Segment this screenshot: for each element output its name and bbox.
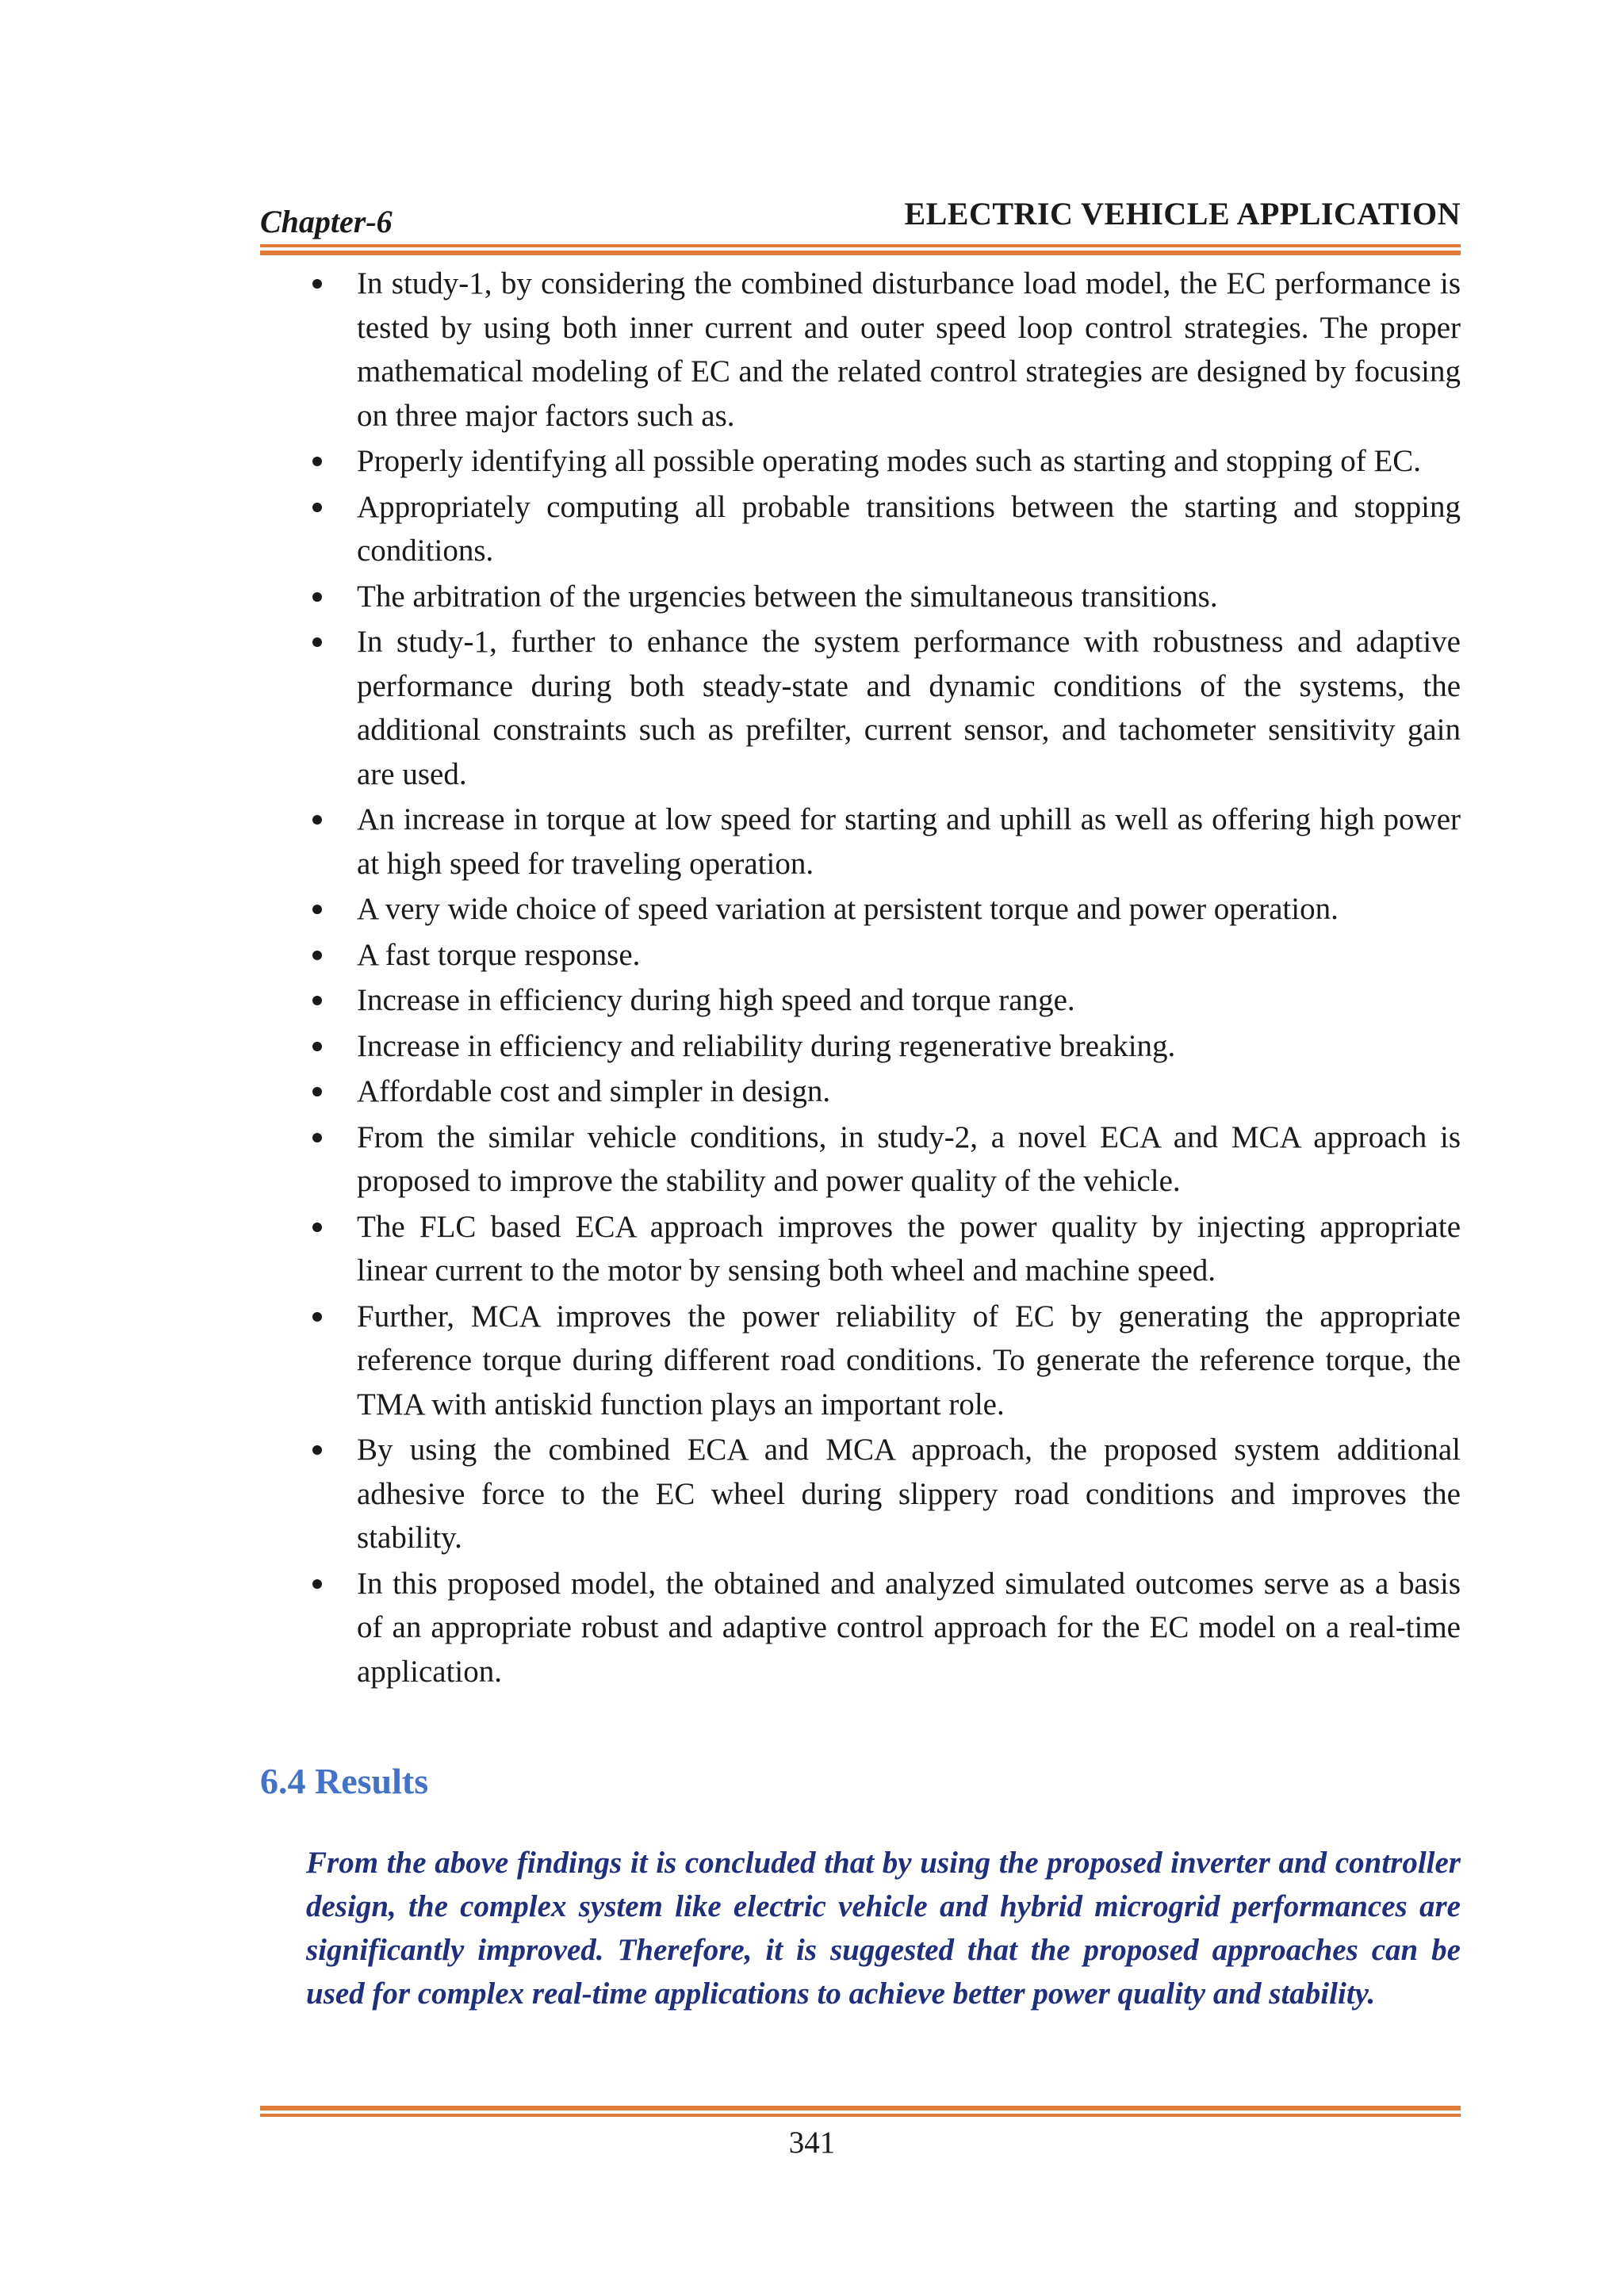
list-item bbox=[260, 798, 1461, 886]
list-item-text: From the similar vehicle conditions, in study-2, a novel ECA and MCA approach is proposed to improve the stability and power quality of the vehicle. bbox=[357, 1119, 1461, 1198]
list-item-text: In study-1, by considering the combined disturbance load model, the EC performance is tested by using both inner current and outer speed loop control strategies. The proper mathematical modeling of EC and the related control strategies are designed by focusing on three major factors such as. bbox=[357, 266, 1461, 433]
list-item-text: The arbitration of the urgencies between the simultaneous transitions. bbox=[357, 579, 1218, 614]
list-item-text: Increase in efficiency and reliability during regenerative breaking. bbox=[357, 1028, 1176, 1063]
list-item bbox=[260, 1070, 1461, 1114]
list-item bbox=[260, 575, 1461, 619]
bullet-dot-icon bbox=[312, 996, 322, 1005]
list-item-text: In study-1, further to enhance the system performance with robustness and adaptive performance during both steady-state and dynamic conditions of the systems, the additional constraints such as prefilter, current sensor, and tachometer sensitivity gain are used. bbox=[357, 625, 1461, 791]
list-item bbox=[260, 262, 1461, 438]
bullet-dot-icon bbox=[312, 815, 322, 825]
chapter-label: Chapter-6 bbox=[260, 204, 393, 239]
bullet-dot-icon bbox=[312, 1087, 322, 1096]
bullet-dot-icon bbox=[312, 279, 322, 289]
list-item-text: Properly identifying all possible operating modes such as starting and stopping of EC. bbox=[357, 444, 1422, 478]
list-item bbox=[260, 1562, 1461, 1694]
list-item-text: A fast torque response. bbox=[357, 937, 641, 972]
page-number: 341 bbox=[788, 2126, 836, 2160]
bullet-dot-icon bbox=[312, 1312, 322, 1322]
list-item bbox=[260, 1428, 1461, 1560]
bullet-dot-icon bbox=[312, 1133, 322, 1142]
bullet-dot-icon bbox=[312, 592, 322, 602]
bullet-dot-icon bbox=[312, 1579, 322, 1589]
list-item bbox=[260, 1115, 1461, 1203]
list-item bbox=[260, 978, 1461, 1023]
header-rule bbox=[260, 244, 1461, 255]
bullet-dot-icon bbox=[312, 1223, 322, 1232]
list-item bbox=[260, 1205, 1461, 1293]
list-item bbox=[260, 1295, 1461, 1427]
list-item-text: Further, MCA improves the power reliability of EC by generating the appropriate reference torque during different road conditions. To generate the reference torque, the TMA with antiskid function plays an important role. bbox=[357, 1299, 1461, 1422]
chapter-title: ELECTRIC VEHICLE APPLICATION bbox=[904, 196, 1461, 232]
list-item-text: Appropriately computing all probable transitions between the starting and stopping conditions. bbox=[357, 489, 1461, 568]
list-item bbox=[260, 485, 1461, 573]
list-item-text: Increase in efficiency during high speed and torque range. bbox=[357, 983, 1075, 1017]
bullet-dot-icon bbox=[312, 1042, 322, 1051]
bullet-dot-icon bbox=[312, 951, 322, 960]
list-item bbox=[260, 933, 1461, 978]
list-item bbox=[260, 887, 1461, 932]
list-item bbox=[260, 1024, 1461, 1069]
bullet-dot-icon bbox=[312, 503, 322, 512]
page-header bbox=[260, 195, 1461, 241]
conclusion-paragraph: From the above findings it is concluded that by using the proposed inverter and controller design, the complex system like electric vehicle and hybrid microgrid performances are significantly improved. Therefore, it is suggested that the proposed approaches can be used for complex real-time applications to achieve better power quality and stability. bbox=[306, 1846, 1461, 2011]
list-item-text: Affordable cost and simpler in design. bbox=[357, 1074, 831, 1108]
bullet-list-container bbox=[260, 262, 1461, 1695]
list-item-text: In this proposed model, the obtained and analyzed simulated outcomes serve as a basis of an appropriate robust and adaptive control approach for the EC model on a real-time application. bbox=[357, 1566, 1461, 1689]
list-item bbox=[260, 620, 1461, 796]
bullet-dot-icon bbox=[312, 457, 322, 466]
list-item-text: A very wide choice of speed variation at persistent torque and power operation. bbox=[357, 892, 1339, 926]
list-item bbox=[260, 439, 1461, 484]
bullet-dot-icon bbox=[312, 905, 322, 914]
list-item-text: By using the combined ECA and MCA approach, the proposed system additional adhesive force to the EC wheel during slippery road conditions and improves the stability. bbox=[357, 1433, 1461, 1555]
list-item-text: The FLC based ECA approach improves the power quality by injecting appropriate linear current to the motor by sensing both wheel and machine speed. bbox=[357, 1209, 1461, 1288]
list-item-text: An increase in torque at low speed for starting and uphill as well as offering high power at high speed for traveling operation. bbox=[357, 802, 1461, 881]
bullet-dot-icon bbox=[312, 637, 322, 647]
bullet-dot-icon bbox=[312, 1445, 322, 1455]
bullet-list bbox=[260, 262, 1461, 1693]
footer-rule bbox=[260, 2106, 1461, 2117]
section-heading: 6.4 Results bbox=[260, 1761, 429, 1801]
